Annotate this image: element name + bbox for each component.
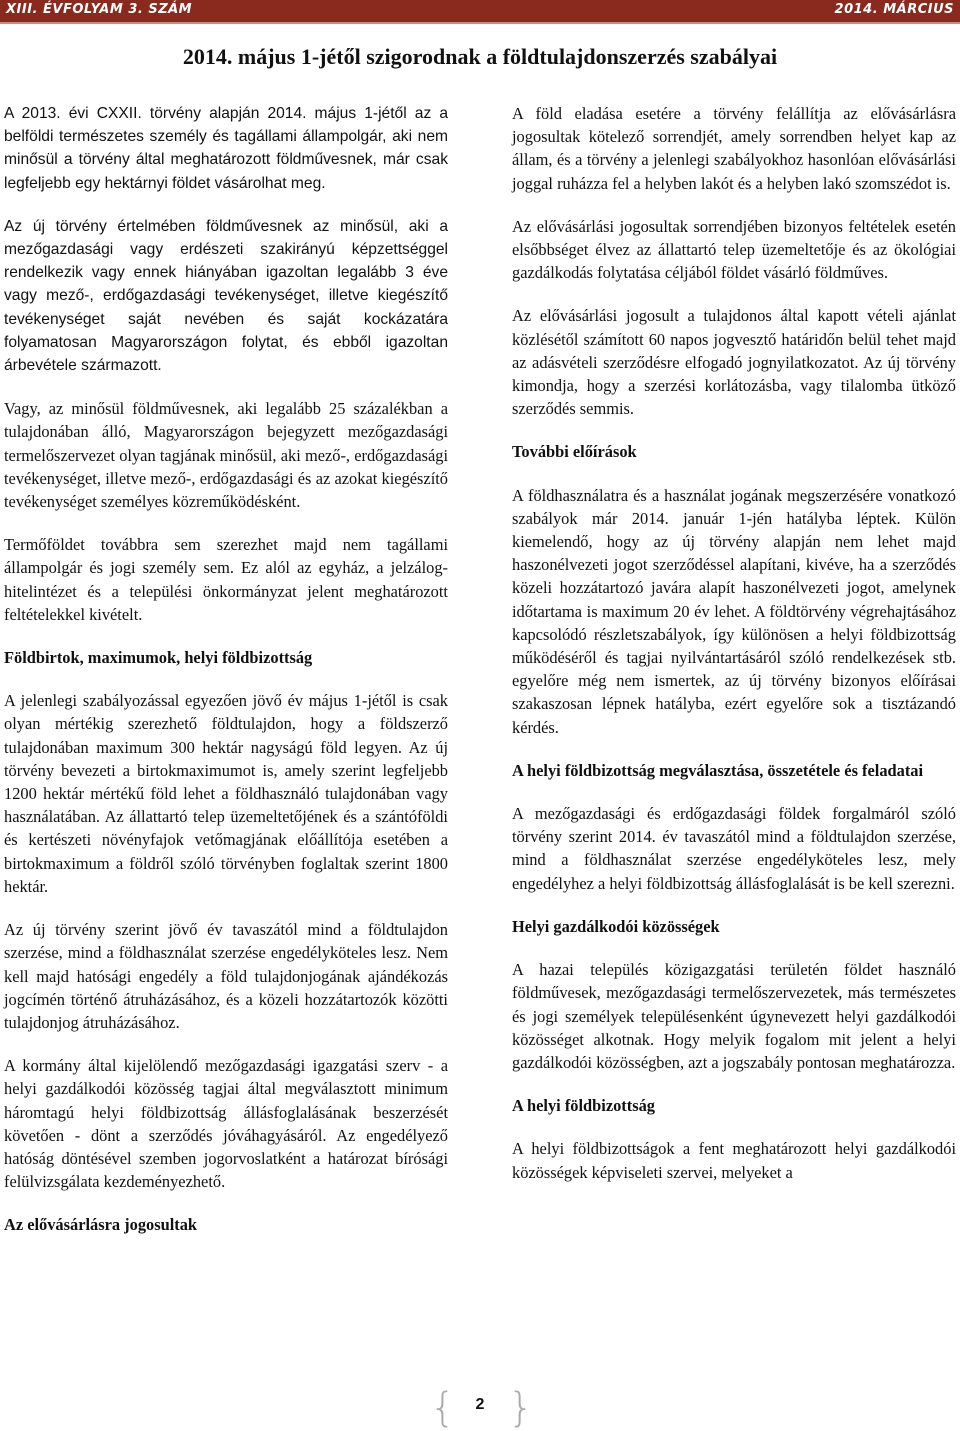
date-label: 2014. MÁRCIUS bbox=[834, 2, 954, 17]
section-heading: További előírások bbox=[512, 442, 637, 462]
left-brace-icon: { bbox=[430, 1385, 456, 1431]
paragraph: A hazai település közigazgatási területén földet használó földművesek, mezőgazdasági termelőszervezetek, más természetes és jogi személyek településenként úgynevezett helyi gazdálkodói közösséget alkotnak. Hogy melyik fogalom mit jelent a helyi gazdálkodói közösségben, azt a jogszabály pontosan meghatározza. bbox=[512, 960, 956, 1072]
article-title: 2014. május 1-jétől szigorodnak a földtulajdonszerzés szabályai bbox=[182, 44, 778, 69]
section-heading: Helyi gazdálkodói közösségek bbox=[512, 916, 720, 936]
right-column bbox=[512, 102, 956, 1204]
left-column bbox=[4, 102, 448, 1257]
paragraph: Az új törvény szerint jövő év tavaszától mind a földtulajdon szerzése, mind a földhasználat szerzése engedélyköteles lesz. Nem kell majd hatósági engedély a föld tulajdonjogának ajándékozás jogcímén történő átruházásához, és a közeli hozzátartozók közötti tulajdonjog átruházásához. bbox=[4, 920, 448, 1032]
paragraph: A föld eladása esetére a törvény felállítja az elővásárlásra jogosultak kötelező sorrendjét, amely sorrendben helyet kap az állam, és a törvény a jelenlegi szabályokhoz hasonlóan elővásárlási joggal ruházza fel a helyben lakót és a helyben lakó szomszédot is. bbox=[512, 104, 956, 193]
header-divider bbox=[0, 22, 960, 24]
paragraph: A mezőgazdasági és erdőgazdasági földek forgalmáról szóló törvény szerint 2014. év tavaszától mind a földtulajdon szerzése, mind a földhasználat szerzése engedélyköteles lesz, mely engedélyhez a helyi földbizottság állásfoglalását is be kell szerezni. bbox=[512, 804, 956, 893]
page-footer bbox=[0, 1385, 960, 1431]
section-heading: Az elővásárlásra jogosultak bbox=[4, 1215, 198, 1235]
paragraph: A földhasználatra és a használat jogának megszerzésére vonatkozó szabályok már 2014. január 1-jén hatályba léptek. Külön kiemelendő, hogy az új törvény alapján nem lehet majd haszonélvezeti jogot szerződéssel alapítani, kivéve, ha a szerződés közeli hozzátartozó javára alapít haszonélvezeti jogot, amelynek időtartama is maximum 20 év lehet. A földtörvény végrehajtásához kapcsolódó részletszabályok, így különösen a helyi földbizottság működéséről és tagjai nyilvántartásáról szóló rendelkezések stb. egyelőre még nem ismertek, az új törvény bizonyos előírásai szakaszosan lépnek hatályba, ezért egyelőre sok a tisztázandó kérdés. bbox=[512, 485, 956, 737]
header-band bbox=[0, 0, 960, 22]
right-brace-icon: } bbox=[508, 1385, 534, 1431]
paragraph: A 2013. évi CXXII. törvény alapján 2014. május 1-jétől az a belföldi természetes személy és tagállami állampolgár, aki nem minősül a törvény által meghatározott földművesnek, már csak legfeljebb egy hektárnyi földet vásárolhat meg. bbox=[4, 105, 448, 192]
paragraph: Termőföldet továbbra sem szerezhet majd nem tagállami állampolgár és jogi személy sem. Ez alól az egyház, a jelzálog-hitelintézet és a települési önkormányzat jelent meghatározott feltételekkel kivételt. bbox=[4, 535, 448, 624]
paragraph: A helyi földbizottságok a fent meghatározott helyi gazdálkodói közösségek képviseleti szervei, melyeket a bbox=[512, 1139, 956, 1182]
paragraph: Az elővásárlási jogosultak sorrendjében bizonyos feltételek esetén elsőbbséget élvez az állattartó telep üzemeltetője és az ökológiai gazdálkodás folytatása céljából földet vásárló földműves. bbox=[512, 216, 956, 283]
section-heading: A helyi földbizottság megválasztása, összetétele és feladatai bbox=[512, 760, 924, 780]
paragraph: A kormány által kijelölendő mezőgazdasági igazgatási szerv - a helyi gazdálkodói közösség tagjai által megválasztott minimum háromtagú helyi földbizottság állásfoglalásának beszerzését követően - dönt a szerződés jóváhagyásáról. Az engedélyező hatóság döntésével szemben jogorvoslatként a határozat bírósági felülvizsgálata kezdeményezhető. bbox=[4, 1056, 448, 1192]
section-heading: A helyi földbizottság bbox=[512, 1096, 655, 1116]
paragraph: Az elővásárlási jogosult a tulajdonos által kapott vételi ajánlat közlésétől számított 60 napos jogvesztő határidőn belül tehet majd az adásvételi szerződésre elfogadó jognyilatkozatot. Az új törvény kimondja, hogy a szerzési korlátozásba, vagy tilalomba ütköző szerződés semmis. bbox=[512, 306, 956, 419]
paragraph: Az új törvény értelmében földművesnek az minősül, aki a mezőgazdasági vagy erdészeti szakirányú képzettséggel rendelkezik vagy ennek hiányában igazoltan legalább 3 éve vagy mező-, erdőgazdasági tevékenységet, illetve kiegészítő tevékenységet saját nevében és saját kockázatára folyamatosan Magyarországon folytat, és ebből igazoltan árbevétele származott. bbox=[4, 217, 448, 375]
paragraph: A jelenlegi szabályozással egyezően jövő év május 1-jétől is csak olyan mértékig szerezhető földtulajdon, hogy a földszerző tulajdonában maximum 300 hektár nagyságú föld legyen. Az új törvény bevezeti a birtokmaximumot is, amely szerint legfeljebb 1200 hektár mértékű föld lehet a földhasználó tulajdonában vagy használatában. Az állattartó telep üzemeltetőjének és a szántóföldi és kertészeti növényfajok vetőmagjának előállítója esetében a birtokmaximum a földről szóló törvényben foglaltak szerint 1800 hektár. bbox=[4, 691, 448, 896]
issue-label: XIII. ÉVFOLYAM 3. SZÁM bbox=[6, 2, 193, 17]
section-heading: Földbirtok, maximumok, helyi földbizottság bbox=[4, 648, 313, 668]
page-number: 2 bbox=[475, 1396, 485, 1413]
paragraph: Vagy, az minősül földművesnek, aki legalább 25 százalékban a tulajdonában álló, Magyarországon bejegyzett mezőgazdasági termelőszervezet olyan tagjának minősül, aki mező-, erdőgazdasági tevékenységet, illetve mező-, erdőgazdasági és az azokat kiegészítő tevékenységet személyes közreműködésként. bbox=[4, 399, 448, 512]
